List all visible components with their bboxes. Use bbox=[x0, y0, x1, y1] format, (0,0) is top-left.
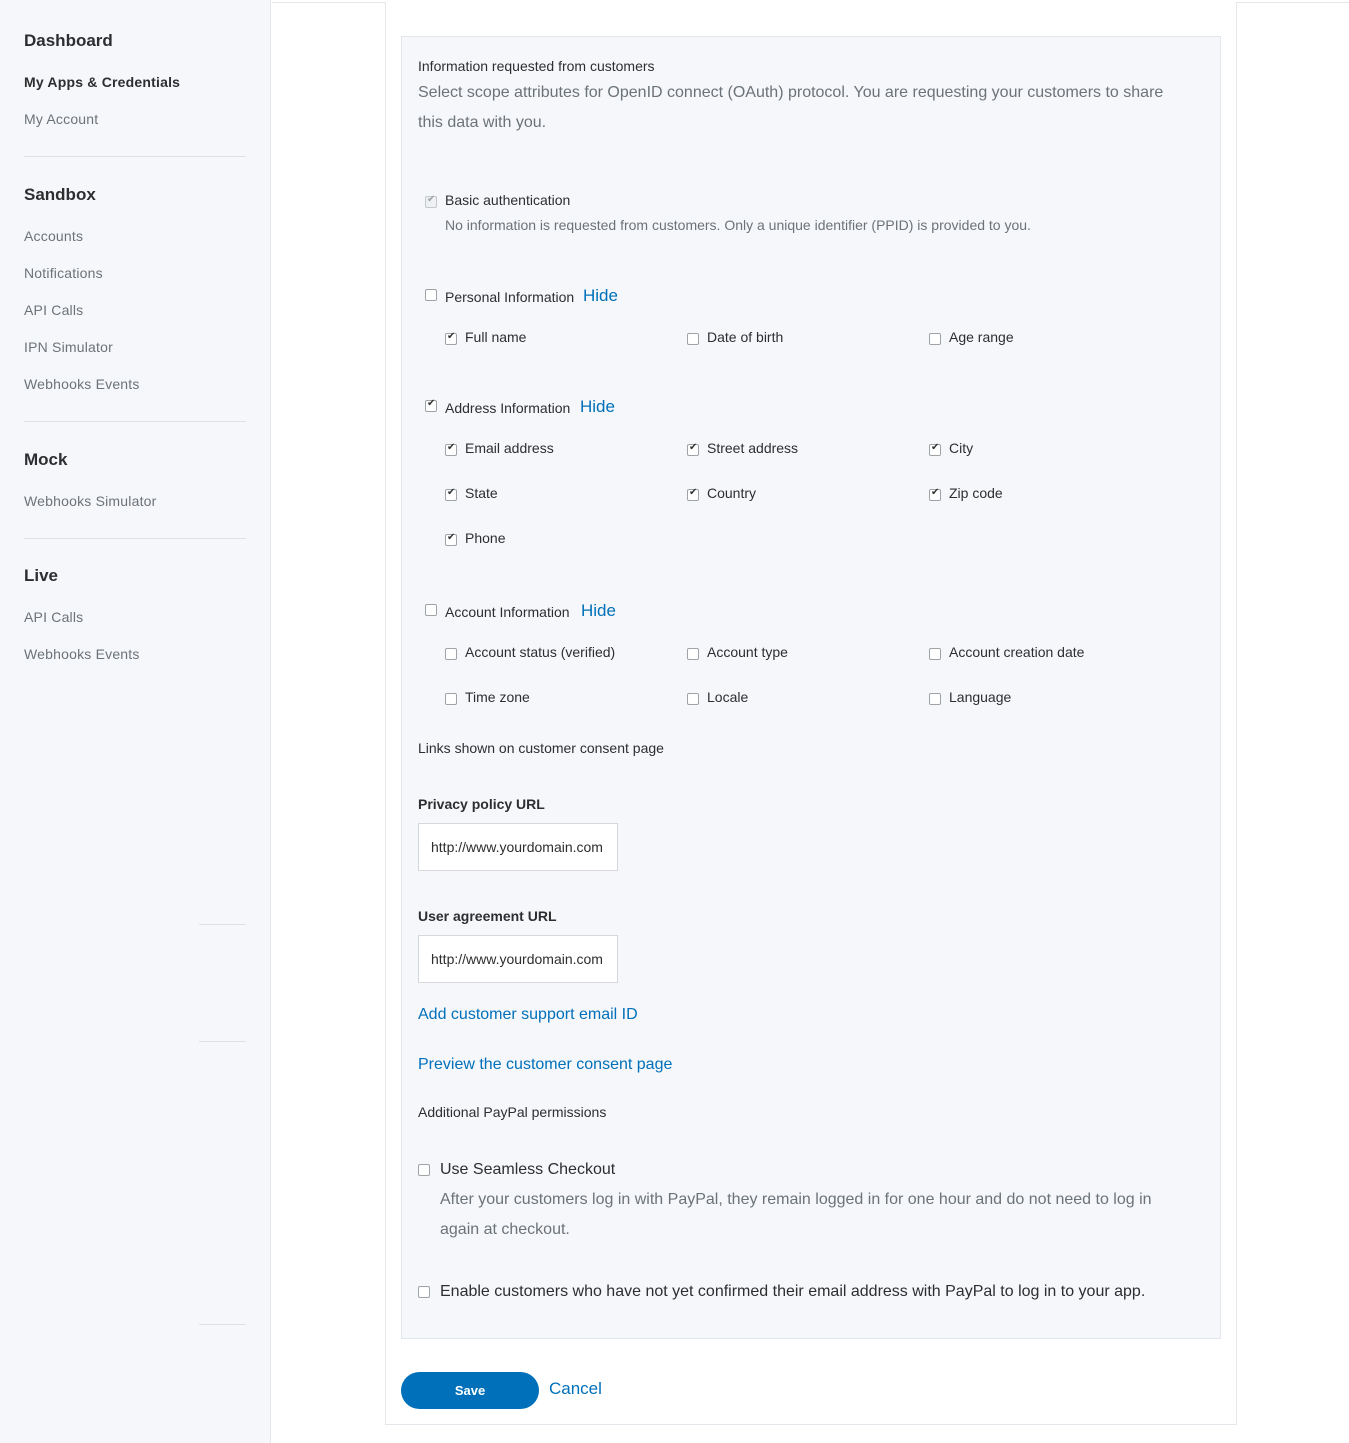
permissions-title: Additional PayPal permissions bbox=[418, 1104, 607, 1120]
sidebar-divider bbox=[24, 421, 246, 422]
account-type-checkbox[interactable] bbox=[687, 648, 699, 660]
address-info-checkbox[interactable] bbox=[425, 400, 437, 412]
time-zone-label: Time zone bbox=[465, 689, 530, 705]
email-address-label: Email address bbox=[465, 440, 554, 456]
sidebar-heading-live: Live bbox=[24, 566, 59, 585]
privacy-policy-label: Privacy policy URL bbox=[418, 796, 545, 812]
personal-info-checkbox[interactable] bbox=[425, 289, 437, 301]
full-name-label: Full name bbox=[465, 329, 527, 345]
account-info-hide-link[interactable]: Hide bbox=[581, 601, 616, 620]
age-range-checkbox[interactable] bbox=[929, 333, 941, 345]
personal-info-hide-link[interactable]: Hide bbox=[583, 286, 618, 305]
sidebar-divider bbox=[24, 538, 246, 539]
cancel-link[interactable]: Cancel bbox=[549, 1379, 602, 1398]
locale-label: Locale bbox=[707, 689, 749, 705]
language-checkbox[interactable] bbox=[929, 693, 941, 705]
links-section-title: Links shown on customer consent page bbox=[418, 740, 664, 756]
date-of-birth-checkbox[interactable] bbox=[687, 333, 699, 345]
account-creation-date-label: Account creation date bbox=[949, 644, 1085, 660]
sidebar-item-notifications[interactable]: Notifications bbox=[24, 265, 103, 281]
unconfirmed-email-checkbox[interactable] bbox=[418, 1286, 430, 1298]
account-status-label: Account status (verified) bbox=[465, 644, 616, 660]
sidebar-item-my-account[interactable]: My Account bbox=[24, 111, 99, 127]
account-type-label: Account type bbox=[707, 644, 788, 660]
zip-code-label: Zip code bbox=[949, 485, 1003, 501]
full-name-checkbox[interactable] bbox=[445, 333, 457, 345]
account-info-checkbox[interactable] bbox=[425, 604, 437, 616]
sidebar-divider bbox=[199, 1324, 246, 1325]
phone-label: Phone bbox=[465, 530, 506, 546]
address-info-label: Address Information bbox=[445, 400, 571, 416]
address-info-hide-link[interactable]: Hide bbox=[580, 397, 615, 416]
street-address-label: Street address bbox=[707, 440, 799, 456]
country-label: Country bbox=[707, 485, 757, 501]
sidebar-heading-dashboard: Dashboard bbox=[24, 31, 113, 50]
user-agreement-label: User agreement URL bbox=[418, 908, 557, 924]
personal-info-label: Personal Information bbox=[445, 289, 575, 305]
user-agreement-input[interactable] bbox=[418, 935, 618, 983]
seamless-checkout-description-cont: again at checkout. bbox=[440, 1221, 570, 1238]
sidebar-heading-sandbox: Sandbox bbox=[24, 185, 96, 204]
account-creation-date-checkbox[interactable] bbox=[929, 648, 941, 660]
basic-auth-checkbox bbox=[425, 196, 437, 208]
scope-title: Information requested from customers bbox=[418, 58, 655, 74]
sidebar-item-ipn-simulator[interactable]: IPN Simulator bbox=[24, 339, 113, 355]
sidebar bbox=[0, 0, 271, 1443]
language-label: Language bbox=[949, 689, 1012, 705]
sidebar-item-sandbox-webhooks-events[interactable]: Webhooks Events bbox=[24, 376, 140, 392]
state-checkbox[interactable] bbox=[445, 489, 457, 501]
date-of-birth-label: Date of birth bbox=[707, 329, 784, 345]
account-info-label: Account Information bbox=[445, 604, 570, 620]
city-label: City bbox=[949, 440, 974, 456]
sidebar-heading-mock: Mock bbox=[24, 450, 68, 469]
email-address-checkbox[interactable] bbox=[445, 444, 457, 456]
sidebar-divider bbox=[24, 156, 246, 157]
privacy-policy-input[interactable] bbox=[418, 823, 618, 871]
seamless-checkout-label: Use Seamless Checkout bbox=[440, 1161, 616, 1178]
sidebar-item-live-webhooks-events[interactable]: Webhooks Events bbox=[24, 646, 140, 662]
sidebar-item-sandbox-api-calls[interactable]: API Calls bbox=[24, 302, 84, 318]
sidebar-item-live-api-calls[interactable]: API Calls bbox=[24, 609, 84, 625]
account-status-checkbox[interactable] bbox=[445, 648, 457, 660]
save-button[interactable]: Save bbox=[401, 1372, 539, 1409]
sidebar-item-accounts[interactable]: Accounts bbox=[24, 228, 84, 244]
preview-consent-link[interactable]: Preview the customer consent page bbox=[418, 1056, 673, 1073]
scope-description-cont: this data with you. bbox=[418, 114, 547, 131]
basic-auth-label: Basic authentication bbox=[445, 192, 571, 208]
scope-description: Select scope attributes for OpenID connect (OAuth) protocol. You are requesting your customers to share bbox=[418, 84, 1164, 101]
sidebar-divider bbox=[199, 1041, 246, 1042]
sidebar-item-my-apps[interactable]: My Apps & Credentials bbox=[24, 74, 181, 90]
unconfirmed-email-label: Enable customers who have not yet confirmed their email address with PayPal to log in to your app. bbox=[440, 1283, 1146, 1300]
sidebar-divider bbox=[199, 924, 246, 925]
phone-checkbox[interactable] bbox=[445, 534, 457, 546]
seamless-checkout-checkbox[interactable] bbox=[418, 1164, 430, 1176]
country-checkbox[interactable] bbox=[687, 489, 699, 501]
street-address-checkbox[interactable] bbox=[687, 444, 699, 456]
time-zone-checkbox[interactable] bbox=[445, 693, 457, 705]
state-label: State bbox=[465, 485, 498, 501]
city-checkbox[interactable] bbox=[929, 444, 941, 456]
sidebar-item-webhooks-simulator[interactable]: Webhooks Simulator bbox=[24, 493, 157, 509]
zip-code-checkbox[interactable] bbox=[929, 489, 941, 501]
age-range-label: Age range bbox=[949, 329, 1014, 345]
seamless-checkout-description: After your customers log in with PayPal, they remain logged in for one hour and do not need to log in bbox=[440, 1191, 1152, 1208]
basic-auth-description: No information is requested from customers. Only a unique identifier (PPID) is provided to you. bbox=[445, 217, 1031, 233]
add-support-email-link[interactable]: Add customer support email ID bbox=[418, 1006, 638, 1023]
locale-checkbox[interactable] bbox=[687, 693, 699, 705]
